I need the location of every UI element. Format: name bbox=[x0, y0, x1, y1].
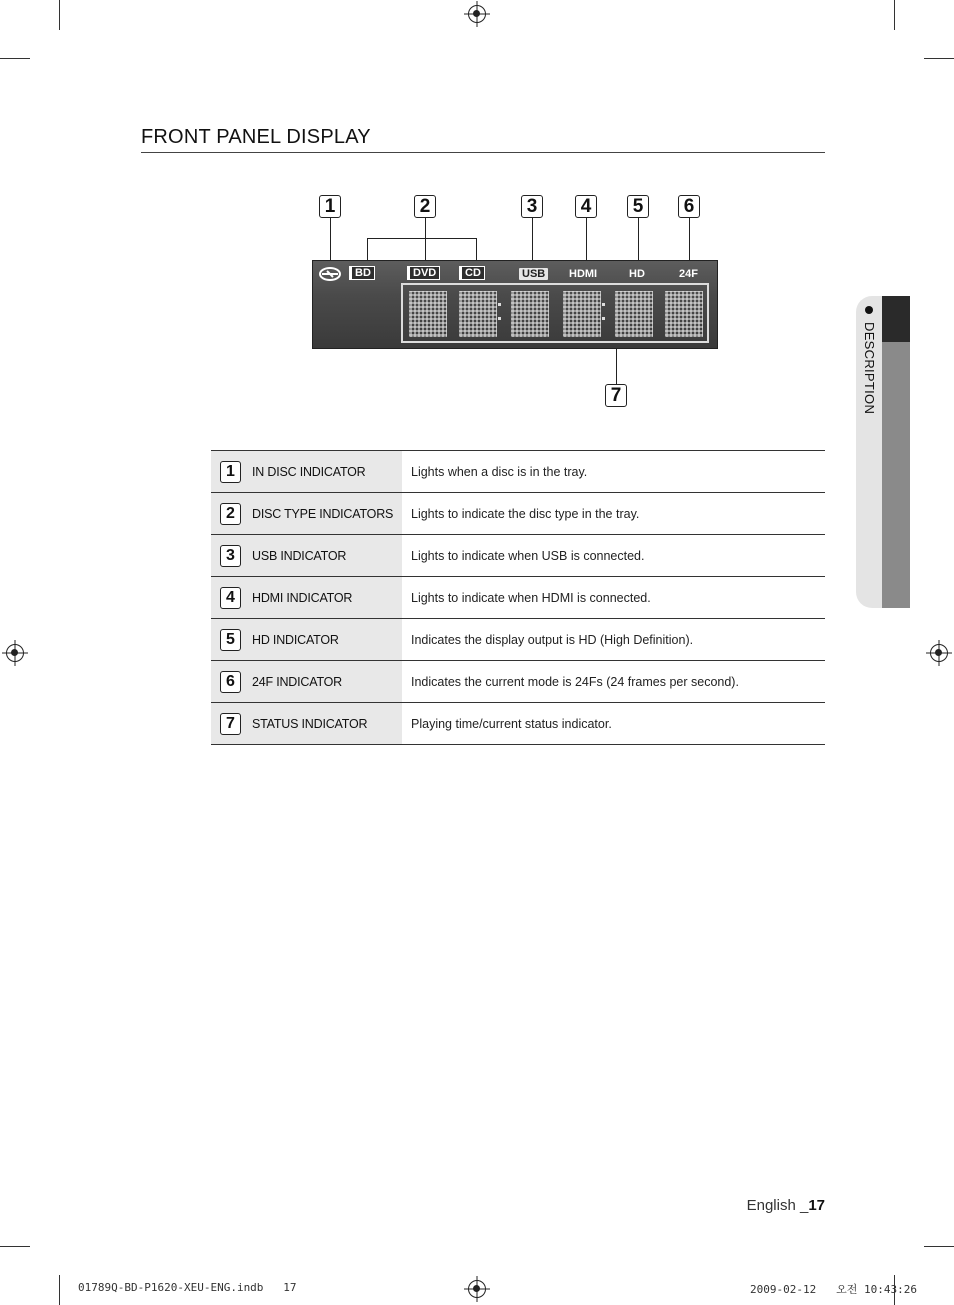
row-label-cell bbox=[211, 451, 402, 493]
segment-digit bbox=[563, 291, 601, 337]
row-label-cell bbox=[211, 703, 402, 745]
row-label-cell bbox=[211, 493, 402, 535]
row-label-cell bbox=[211, 577, 402, 619]
bd-indicator: BD bbox=[349, 266, 375, 280]
segment-digit bbox=[409, 291, 447, 337]
segment-digit bbox=[511, 291, 549, 337]
print-slug-date: 2009-02-12 오전 10:43:26 bbox=[750, 1283, 917, 1296]
callout-4: 4 bbox=[575, 195, 597, 218]
row-description: Lights to indicate when HDMI is connected. bbox=[402, 577, 825, 619]
row-description: Playing time/current status indicator. bbox=[402, 703, 825, 745]
registration-mark-icon bbox=[6, 644, 24, 662]
registration-mark-icon bbox=[468, 5, 486, 23]
section-tab-marker bbox=[882, 296, 910, 342]
crop-mark bbox=[0, 58, 30, 59]
segment-colon bbox=[602, 301, 605, 325]
table-row bbox=[211, 619, 825, 661]
row-label-cell bbox=[211, 661, 402, 703]
row-number: 6 bbox=[220, 671, 241, 693]
usb-indicator: USB bbox=[519, 268, 548, 280]
page-footer bbox=[747, 1197, 825, 1214]
bullet-icon bbox=[865, 306, 873, 314]
row-label: STATUS INDICATOR bbox=[252, 716, 368, 731]
dvd-indicator: DVD bbox=[407, 266, 440, 280]
registration-mark-icon bbox=[468, 1280, 486, 1298]
table-row bbox=[211, 451, 825, 493]
hd-indicator: HD bbox=[629, 268, 645, 280]
row-number: 2 bbox=[220, 503, 241, 525]
table-row bbox=[211, 493, 825, 535]
row-label-cell bbox=[211, 535, 402, 577]
leader-line-4 bbox=[586, 218, 587, 266]
callout-3: 3 bbox=[521, 195, 543, 218]
callout-6: 6 bbox=[678, 195, 700, 218]
row-description: Indicates the display output is HD (High Definition). bbox=[402, 619, 825, 661]
front-panel-display bbox=[312, 260, 718, 349]
row-number: 7 bbox=[220, 713, 241, 735]
table-row bbox=[211, 661, 825, 703]
status-indicator-display bbox=[401, 283, 709, 343]
leader-line-1 bbox=[330, 218, 331, 264]
row-description: Lights to indicate when USB is connected. bbox=[402, 535, 825, 577]
indicator-table bbox=[211, 450, 825, 745]
row-label-cell bbox=[211, 619, 402, 661]
row-number: 5 bbox=[220, 629, 241, 651]
section-tab-label: DESCRIPTION bbox=[862, 306, 877, 414]
table-row bbox=[211, 703, 825, 745]
crop-mark bbox=[0, 1246, 30, 1247]
leader-line-2 bbox=[425, 218, 426, 238]
segment-digit bbox=[665, 291, 703, 337]
row-description: Lights to indicate the disc type in the tray. bbox=[402, 493, 825, 535]
crop-mark bbox=[59, 1275, 60, 1305]
row-label: DISC TYPE INDICATORS bbox=[252, 506, 394, 521]
row-label: USB INDICATOR bbox=[252, 548, 347, 563]
segment-digit bbox=[615, 291, 653, 337]
crop-mark bbox=[894, 0, 895, 30]
crop-mark bbox=[59, 0, 60, 30]
title-divider bbox=[141, 152, 825, 153]
callout-7: 7 bbox=[605, 384, 627, 407]
print-slug-file: 01789Q-BD-P1620-XEU-ENG.indb 17 bbox=[78, 1281, 297, 1294]
disc-loaded-icon bbox=[319, 267, 341, 281]
table-row bbox=[211, 577, 825, 619]
callout-1: 1 bbox=[319, 195, 341, 218]
callout-2: 2 bbox=[414, 195, 436, 218]
leader-line-7 bbox=[616, 347, 617, 384]
leader-line-6 bbox=[689, 218, 690, 266]
24f-indicator: 24F bbox=[679, 268, 698, 280]
page-title: FRONT PANEL DISPLAY bbox=[141, 126, 371, 148]
row-label: HDMI INDICATOR bbox=[252, 590, 353, 605]
row-label: HD INDICATOR bbox=[252, 632, 339, 647]
footer-language: English _ bbox=[746, 1197, 809, 1214]
registration-mark-icon bbox=[930, 644, 948, 662]
page-number: 17 bbox=[808, 1197, 825, 1214]
hdmi-indicator: HDMI bbox=[569, 268, 598, 280]
row-number: 4 bbox=[220, 587, 241, 609]
row-label: IN DISC INDICATOR bbox=[252, 464, 366, 479]
row-label: 24F INDICATOR bbox=[252, 674, 343, 689]
segment-digit bbox=[459, 291, 497, 337]
leader-line-3 bbox=[532, 218, 533, 266]
leader-line-5 bbox=[638, 218, 639, 266]
row-number: 3 bbox=[220, 545, 241, 567]
crop-mark bbox=[924, 1246, 954, 1247]
section-tab-strip bbox=[882, 342, 910, 608]
callout-5: 5 bbox=[627, 195, 649, 218]
leader-bracket-2 bbox=[367, 238, 477, 239]
cd-indicator: CD bbox=[459, 266, 485, 280]
table-row bbox=[211, 535, 825, 577]
segment-colon bbox=[498, 301, 501, 325]
row-number: 1 bbox=[220, 461, 241, 483]
row-description: Indicates the current mode is 24Fs (24 frames per second). bbox=[402, 661, 825, 703]
row-description: Lights when a disc is in the tray. bbox=[402, 451, 825, 493]
crop-mark bbox=[924, 58, 954, 59]
